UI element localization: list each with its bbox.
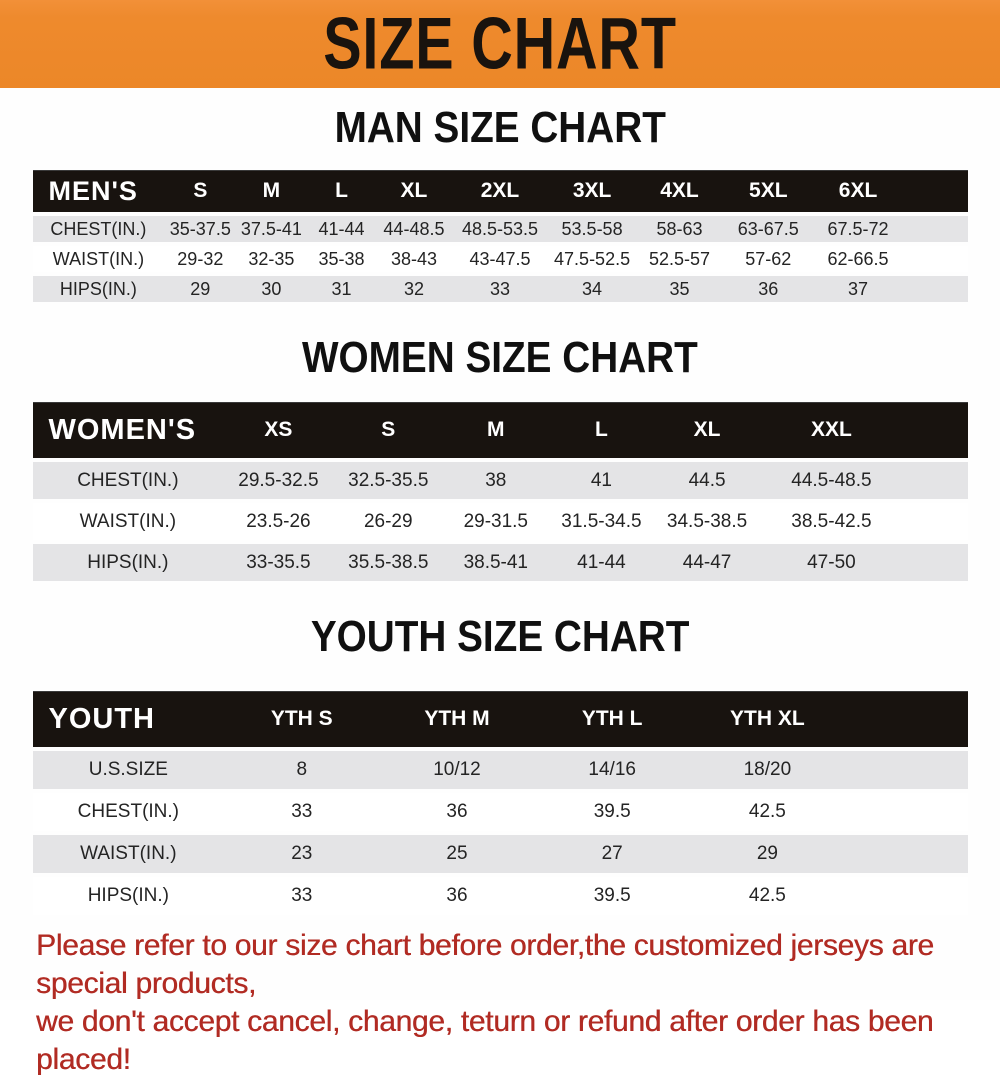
row-filler xyxy=(903,544,968,581)
measure-value: 18/20 xyxy=(690,751,845,789)
measure-value: 42.5 xyxy=(690,877,845,915)
measure-value: 33 xyxy=(451,276,548,302)
measure-value: 44-47 xyxy=(654,544,760,581)
header-filler xyxy=(903,402,968,458)
size-column-header: 4XL xyxy=(636,170,724,212)
row-label: WAIST(IN.) xyxy=(33,835,225,873)
row-label: HIPS(IN.) xyxy=(33,877,225,915)
disclaimer-line-2: we don't accept cancel, change, teturn or refund after order has been placed! xyxy=(36,1005,934,1076)
measure-value: 44.5-48.5 xyxy=(760,462,903,499)
size-column-header: XS xyxy=(223,402,333,458)
men-size-table xyxy=(33,166,968,306)
measure-row xyxy=(33,246,968,272)
measure-value: 35 xyxy=(636,276,724,302)
size-column-header: YTH S xyxy=(224,691,379,747)
measure-row xyxy=(33,462,968,499)
measure-row xyxy=(33,793,968,831)
order-disclaimer xyxy=(36,927,1000,1079)
size-header-row xyxy=(33,402,968,458)
youth-size-table xyxy=(33,687,968,919)
header-filler xyxy=(903,170,968,212)
measure-value: 34.5-38.5 xyxy=(654,503,760,540)
measure-value: 32 xyxy=(377,276,452,302)
measure-value: 8 xyxy=(224,751,379,789)
row-label: WAIST(IN.) xyxy=(33,246,165,272)
measure-value: 52.5-57 xyxy=(636,246,724,272)
disclaimer-line-1: Please refer to our size chart before order,the customized jerseys are special products, xyxy=(36,929,934,1000)
men-section-heading: MAN SIZE CHART xyxy=(334,103,666,152)
size-column-header: M xyxy=(443,402,549,458)
measure-value: 14/16 xyxy=(535,751,690,789)
row-label: U.S.SIZE xyxy=(33,751,225,789)
measure-value: 57-62 xyxy=(723,246,813,272)
size-header-row xyxy=(33,691,968,747)
row-label: WAIST(IN.) xyxy=(33,503,224,540)
row-label: CHEST(IN.) xyxy=(33,462,224,499)
row-filler xyxy=(903,503,968,540)
measure-value: 23.5-26 xyxy=(223,503,333,540)
row-filler xyxy=(903,462,968,499)
measure-value: 23 xyxy=(224,835,379,873)
measure-value: 48.5-53.5 xyxy=(451,216,548,242)
measure-value: 44.5 xyxy=(654,462,760,499)
measure-value: 35.5-38.5 xyxy=(334,544,443,581)
measure-value: 29 xyxy=(690,835,845,873)
measure-value: 41-44 xyxy=(306,216,376,242)
measure-row xyxy=(33,216,968,242)
measure-value: 47-50 xyxy=(760,544,903,581)
page-title: SIZE CHART xyxy=(323,3,677,85)
row-filler xyxy=(845,793,968,831)
men-group-label: MEN'S xyxy=(33,170,165,212)
measure-value: 27 xyxy=(535,835,690,873)
size-column-header: M xyxy=(236,170,306,212)
measure-value: 36 xyxy=(379,793,534,831)
measure-value: 62-66.5 xyxy=(813,246,903,272)
measure-value: 37 xyxy=(813,276,903,302)
measure-value: 33 xyxy=(224,877,379,915)
size-column-header: 5XL xyxy=(723,170,813,212)
measure-value: 63-67.5 xyxy=(723,216,813,242)
row-label: HIPS(IN.) xyxy=(33,544,224,581)
measure-value: 30 xyxy=(236,276,306,302)
measure-value: 29-32 xyxy=(164,246,236,272)
women-section-heading: WOMEN SIZE CHART xyxy=(302,333,698,382)
size-column-header: S xyxy=(334,402,443,458)
row-filler xyxy=(903,246,968,272)
size-column-header: XL xyxy=(377,170,452,212)
measure-value: 26-29 xyxy=(334,503,443,540)
measure-value: 29.5-32.5 xyxy=(223,462,333,499)
measure-value: 44-48.5 xyxy=(377,216,452,242)
row-filler xyxy=(845,877,968,915)
size-column-header: L xyxy=(549,402,655,458)
measure-value: 35-37.5 xyxy=(164,216,236,242)
youth-group-label: YOUTH xyxy=(33,691,225,747)
measure-value: 38.5-42.5 xyxy=(760,503,903,540)
size-column-header: S xyxy=(164,170,236,212)
measure-value: 47.5-52.5 xyxy=(549,246,636,272)
measure-row xyxy=(33,835,968,873)
size-column-header: L xyxy=(306,170,376,212)
row-filler xyxy=(903,276,968,302)
measure-value: 33 xyxy=(224,793,379,831)
row-filler xyxy=(903,216,968,242)
size-column-header: XL xyxy=(654,402,760,458)
measure-value: 41-44 xyxy=(549,544,655,581)
measure-row xyxy=(33,503,968,540)
measure-value: 67.5-72 xyxy=(813,216,903,242)
measure-value: 25 xyxy=(379,835,534,873)
row-label: CHEST(IN.) xyxy=(33,216,165,242)
measure-value: 32.5-35.5 xyxy=(334,462,443,499)
size-column-header: 3XL xyxy=(549,170,636,212)
measure-value: 31.5-34.5 xyxy=(549,503,655,540)
header-filler xyxy=(845,691,968,747)
measure-value: 39.5 xyxy=(535,877,690,915)
row-filler xyxy=(845,751,968,789)
size-header-row xyxy=(33,170,968,212)
women-group-label: WOMEN'S xyxy=(33,402,224,458)
measure-value: 38.5-41 xyxy=(443,544,549,581)
measure-value: 35-38 xyxy=(306,246,376,272)
measure-value: 36 xyxy=(379,877,534,915)
measure-row xyxy=(33,877,968,915)
row-label: CHEST(IN.) xyxy=(33,793,225,831)
measure-value: 32-35 xyxy=(236,246,306,272)
measure-value: 42.5 xyxy=(690,793,845,831)
size-column-header: 6XL xyxy=(813,170,903,212)
measure-value: 31 xyxy=(306,276,376,302)
size-column-header: 2XL xyxy=(451,170,548,212)
size-column-header: XXL xyxy=(760,402,903,458)
measure-value: 58-63 xyxy=(636,216,724,242)
women-size-table xyxy=(33,398,968,585)
measure-value: 34 xyxy=(549,276,636,302)
measure-value: 29-31.5 xyxy=(443,503,549,540)
size-column-header: YTH M xyxy=(379,691,534,747)
measure-row xyxy=(33,751,968,789)
banner xyxy=(0,0,1000,88)
measure-value: 29 xyxy=(164,276,236,302)
measure-value: 36 xyxy=(723,276,813,302)
measure-value: 43-47.5 xyxy=(451,246,548,272)
measure-row xyxy=(33,276,968,302)
row-label: HIPS(IN.) xyxy=(33,276,165,302)
measure-value: 38-43 xyxy=(377,246,452,272)
size-column-header: YTH L xyxy=(535,691,690,747)
measure-value: 10/12 xyxy=(379,751,534,789)
measure-value: 41 xyxy=(549,462,655,499)
measure-value: 53.5-58 xyxy=(549,216,636,242)
measure-value: 37.5-41 xyxy=(236,216,306,242)
row-filler xyxy=(845,835,968,873)
measure-value: 38 xyxy=(443,462,549,499)
youth-section-heading: YOUTH SIZE CHART xyxy=(310,612,690,661)
measure-value: 39.5 xyxy=(535,793,690,831)
size-column-header: YTH XL xyxy=(690,691,845,747)
measure-row xyxy=(33,544,968,581)
measure-value: 33-35.5 xyxy=(223,544,333,581)
